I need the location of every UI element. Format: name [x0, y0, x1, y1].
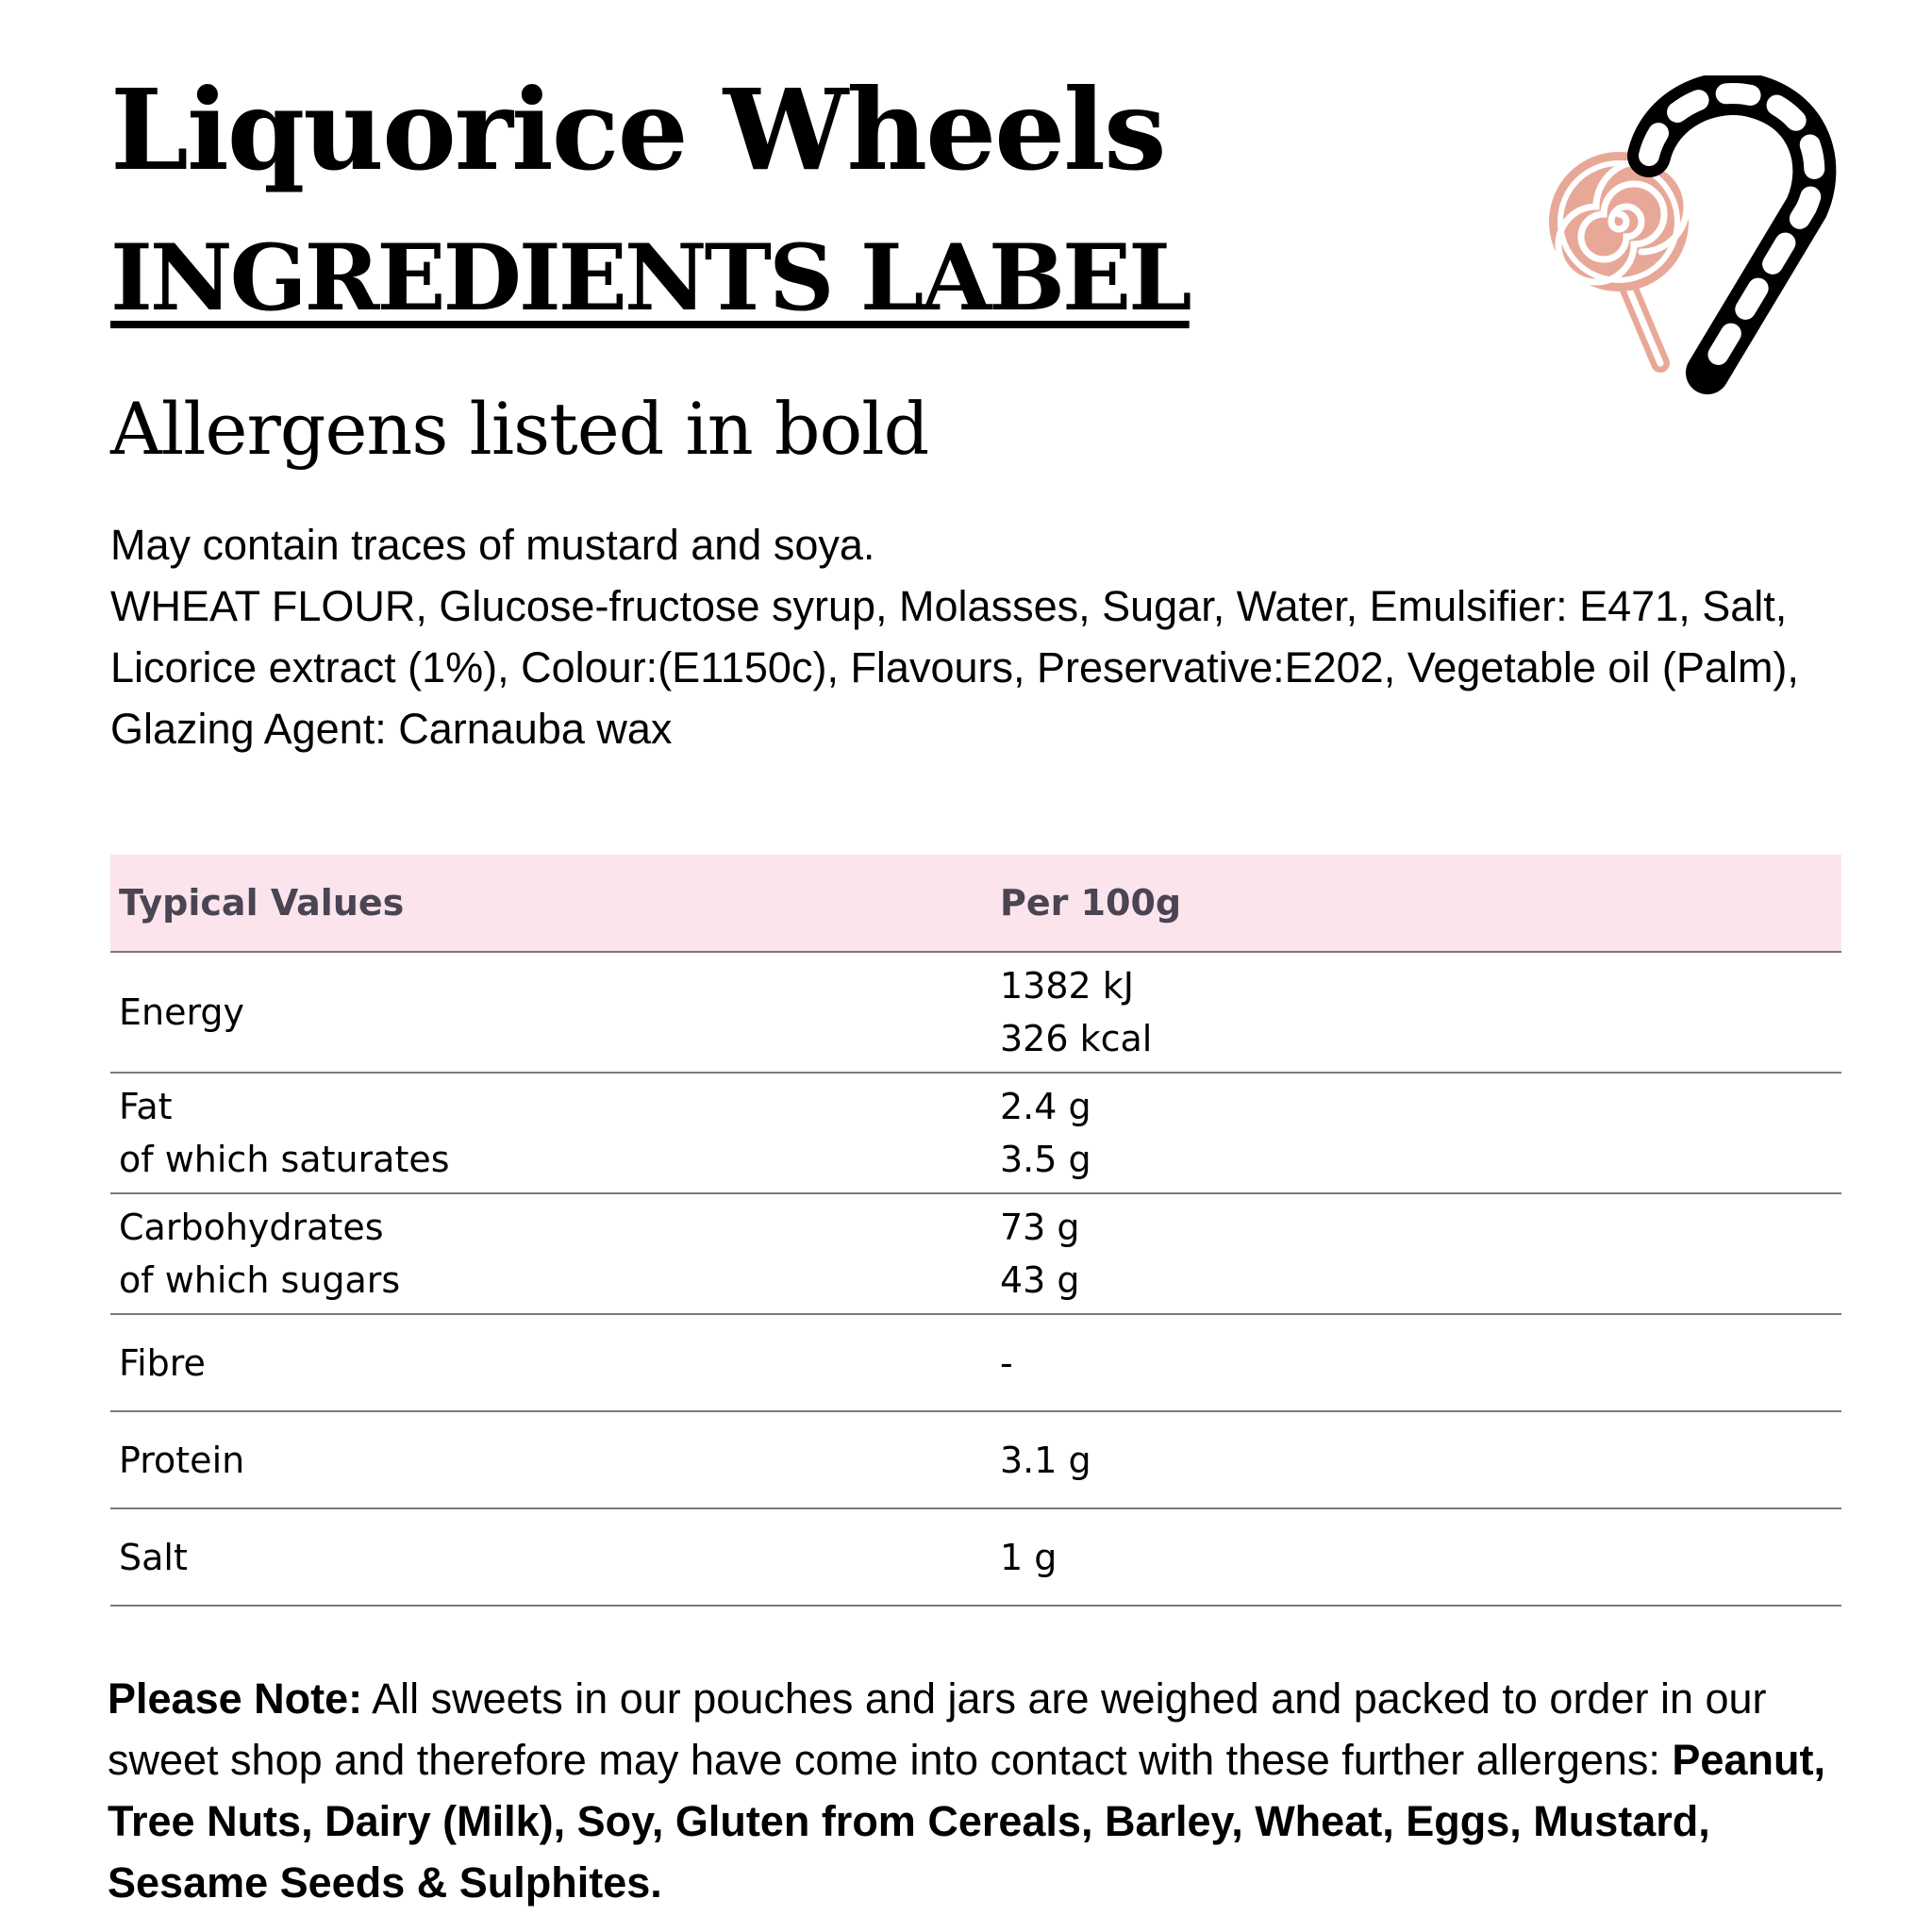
value-line: 43 g: [1000, 1259, 1080, 1301]
ingredients-block: [110, 514, 1846, 759]
nutrition-table: [110, 855, 1841, 1607]
value-line: 2.4 g: [1000, 1086, 1091, 1127]
nutrient-label: Protein: [110, 1411, 991, 1508]
note-lead: Please Note:: [108, 1674, 363, 1723]
ingredient-allergen: WHEAT FLOUR: [110, 582, 416, 630]
table-row: [110, 1411, 1841, 1508]
table-row: [110, 1314, 1841, 1411]
ingredients-rest: , Glucose-fructose syrup, Molasses, Sugar, Water, Emulsifier: E471, Salt, Licorice extract (1%), Colour:(E1150c), Flavours, Preservative:E202, Vegetable oil (Palm), Glazing Agent: Carnauba wax: [110, 582, 1799, 753]
nutrient-label: Salt: [110, 1508, 991, 1606]
nutrition-header-row: [110, 855, 1841, 952]
traces-warning: May contain traces of mustard and soya.: [110, 521, 875, 569]
value-line: 73 g: [1000, 1207, 1080, 1248]
label-line: of which saturates: [119, 1139, 450, 1180]
nutrient-label: Fibre: [110, 1314, 991, 1411]
sweets-illustration: [1538, 75, 1858, 396]
table-row: [110, 1073, 1841, 1193]
nutrient-value: -: [991, 1314, 1841, 1411]
label-line: of which sugars: [119, 1259, 401, 1301]
product-title: Liquorice Wheels: [110, 64, 1165, 195]
label-line: Energy: [119, 991, 245, 1033]
nutrient-value: [991, 1073, 1841, 1193]
allergen-note: [108, 1668, 1862, 1913]
value-line: 3.5 g: [1000, 1139, 1091, 1180]
nutrient-value: 3.1 g: [991, 1411, 1841, 1508]
value-line: 1382 kJ: [1000, 965, 1134, 1007]
note-text: All sweets in our pouches and jars are weighed and packed to order in our sweet shop and therefore may have come into contact with these further allergens:: [108, 1674, 1767, 1784]
nutrient-label: [110, 1073, 991, 1193]
label-line: Fat: [119, 1086, 173, 1127]
value-line: 326 kcal: [1000, 1018, 1153, 1059]
header-per-100g: Per 100g: [991, 855, 1841, 952]
label-subtitle: INGREDIENTS LABEL: [110, 225, 1190, 331]
nutrient-label: [110, 1193, 991, 1314]
table-row: [110, 1193, 1841, 1314]
nutrient-label: [110, 952, 991, 1073]
ingredients-list: [110, 575, 1846, 759]
table-row: [110, 952, 1841, 1073]
nutrient-value: [991, 1193, 1841, 1314]
nutrient-value: [991, 952, 1841, 1073]
label-line: Carbohydrates: [119, 1207, 384, 1248]
table-row: [110, 1508, 1841, 1606]
note-allergens: Peanut, Tree Nuts, Dairy (Milk), Soy, Gluten from Cereals, Barley, Wheat, Eggs, Mustard, Sesame Seeds & Sulphites.: [108, 1736, 1825, 1907]
lollipop-icon: [1549, 152, 1689, 363]
header-typical-values: Typical Values: [110, 855, 991, 952]
nutrient-value: 1 g: [991, 1508, 1841, 1606]
allergen-heading: Allergens listed in bold: [110, 387, 929, 471]
